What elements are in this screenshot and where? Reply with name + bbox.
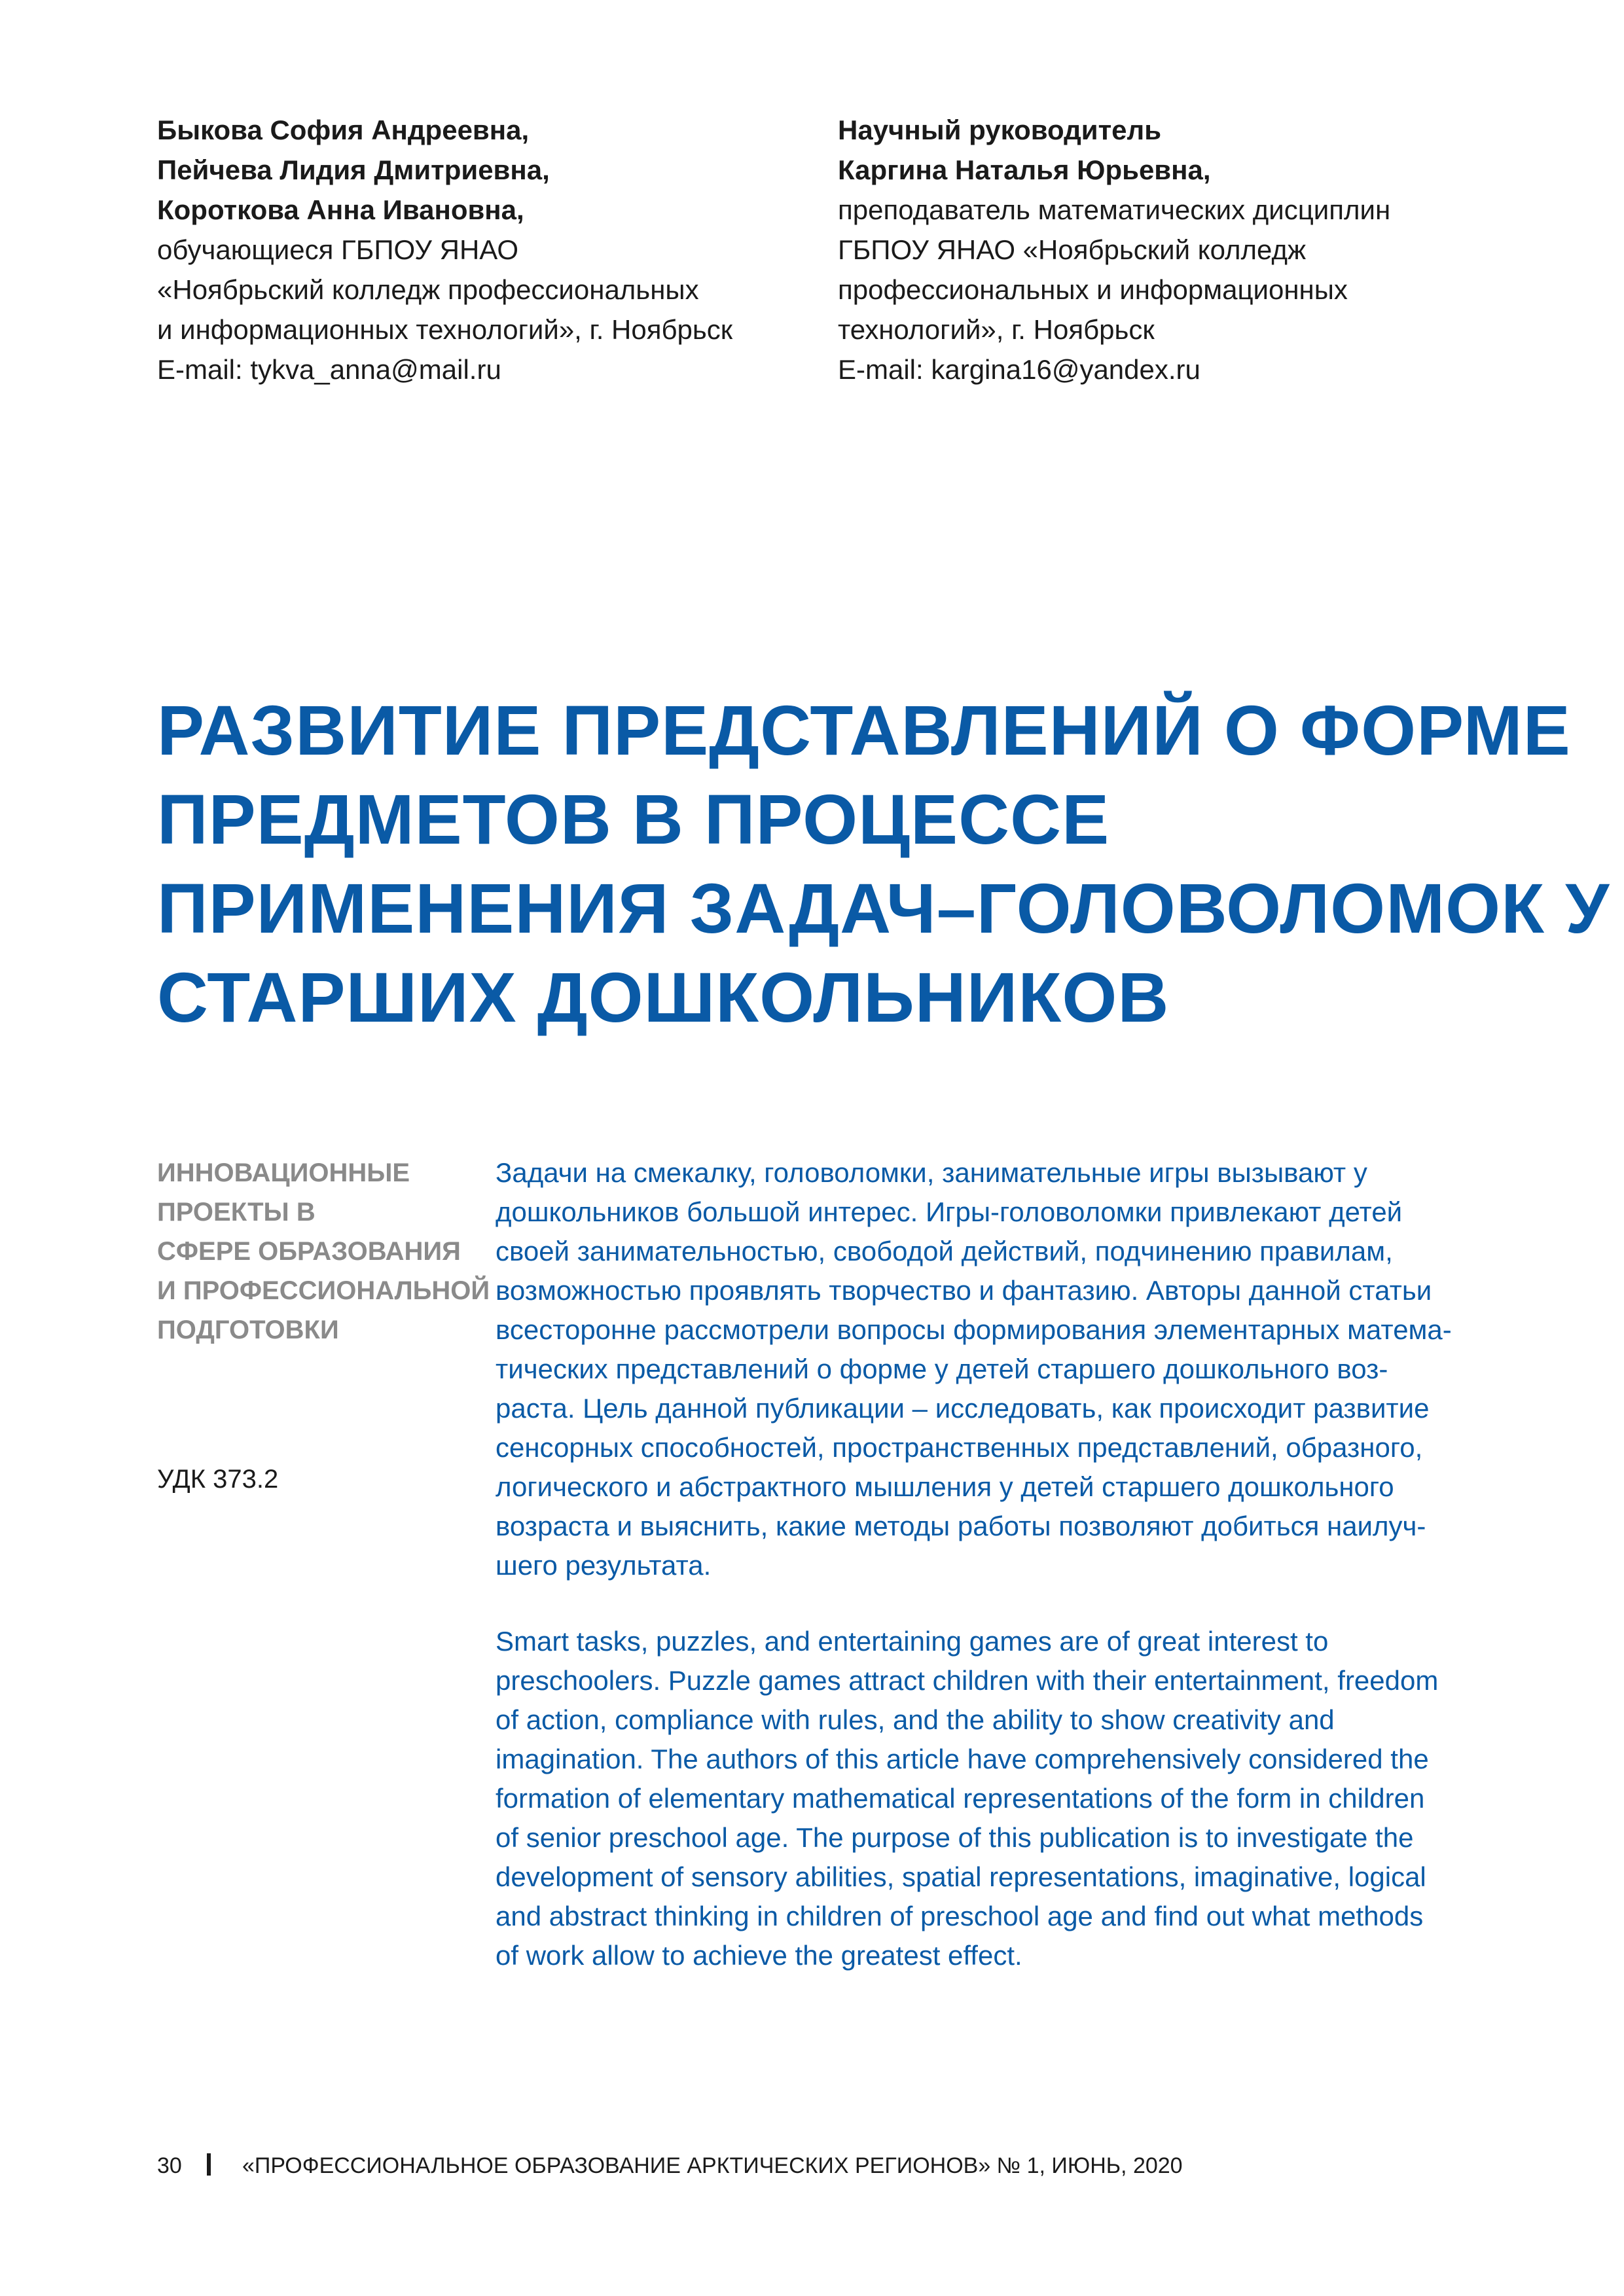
abstract-line: возможностью проявлять творчество и фантазию. Авторы данной статьи bbox=[496, 1275, 1432, 1306]
abstract-line: of senior preschool age. The purpose of this publication is to investigate the bbox=[496, 1822, 1414, 1853]
author-name: Короткова Анна Ивановна, bbox=[157, 194, 524, 225]
rubric-line: ПОДГОТОВКИ bbox=[157, 1316, 339, 1344]
abstract-line: всесторонне рассмотрели вопросы формирования элементарных матема- bbox=[496, 1314, 1452, 1345]
abstract-line: Smart tasks, puzzles, and entertaining games are of great interest to bbox=[496, 1626, 1329, 1657]
abstract-line: раста. Цель данной публикации – исследовать, как происходит развитие bbox=[496, 1393, 1430, 1424]
title-line: СТАРШИХ ДОШКОЛЬНИКОВ bbox=[157, 958, 1170, 1037]
supervisor-heading: Научный руководитель bbox=[838, 115, 1162, 145]
journal-name: «ПРОФЕССИОНАЛЬНОЕ ОБРАЗОВАНИЕ АРКТИЧЕСКИХ РЕГИОНОВ» № 1, ИЮНЬ, 2020 bbox=[242, 2153, 1183, 2178]
udk-code: УДК 373.2 bbox=[157, 1465, 279, 1494]
abstract-line: тических представлений о форме у детей старшего дошкольного воз- bbox=[496, 1354, 1388, 1384]
rubric-line: ПРОЕКТЫ В bbox=[157, 1198, 316, 1227]
abstract-line: шего результата. bbox=[496, 1550, 712, 1581]
abstract-line: Задачи на смекалку, головоломки, занимательные игры вызывают у bbox=[496, 1157, 1367, 1188]
abstract-line: своей занимательностью, свободой действий, подчинению правилам, bbox=[496, 1236, 1393, 1266]
abstract-line: дошкольников большой интерес. Игры-головоломки привлекают детей bbox=[496, 1196, 1403, 1227]
author-affiliation: и информационных технологий», г. Ноябрьск bbox=[157, 314, 733, 345]
page-footer bbox=[157, 2151, 1183, 2180]
author-name: Пейчева Лидия Дмитриевна, bbox=[157, 154, 550, 185]
abstract-line: of action, compliance with rules, and the ability to show creativity and bbox=[496, 1704, 1335, 1735]
abstract-line: preschoolers. Puzzle games attract children with their entertainment, freedom bbox=[496, 1665, 1439, 1696]
article-title bbox=[157, 686, 1610, 1042]
title-line: ПРИМЕНЕНИЯ ЗАДАЧ–ГОЛОВОЛОМОК У bbox=[157, 869, 1610, 948]
supervisor-affiliation: технологий», г. Ноябрьск bbox=[838, 314, 1155, 345]
author-name: Быкова София Андреевна, bbox=[157, 115, 530, 145]
supervisor-email: E-mail: kargina16@yandex.ru bbox=[838, 354, 1200, 385]
supervisor-block bbox=[838, 110, 1492, 389]
abstract-english bbox=[496, 1622, 1517, 1975]
abstract-line: imagination. The authors of this article have comprehensively considered the bbox=[496, 1744, 1429, 1774]
rubric-line: И ПРОФЕССИОНАЛЬНОЙ bbox=[157, 1276, 490, 1305]
supervisor-affiliation: профессиональных и информационных bbox=[838, 274, 1348, 305]
title-line: ПРЕДМЕТОВ В ПРОЦЕССЕ bbox=[157, 780, 1110, 859]
author-affiliation: обучающиеся ГБПОУ ЯНАО bbox=[157, 234, 519, 265]
abstract-line: логического и абстрактного мышления у детей старшего дошкольного bbox=[496, 1471, 1394, 1502]
abstract-russian bbox=[496, 1153, 1517, 1585]
abstract-line: возраста и выяснить, какие методы работы позволяют добиться наилуч- bbox=[496, 1511, 1426, 1541]
abstract-line: formation of elementary mathematical representations of the form in children bbox=[496, 1783, 1425, 1814]
author-email: E-mail: tykva_anna@mail.ru bbox=[157, 354, 501, 385]
rubric-line: ИННОВАЦИОННЫЕ bbox=[157, 1158, 410, 1187]
abstract-line: development of sensory abilities, spatial representations, imaginative, logical bbox=[496, 1861, 1426, 1892]
abstract-line: сенсорных способностей, пространственных представлений, образного, bbox=[496, 1432, 1423, 1463]
author-affiliation: «Ноябрьский колледж профессиональных bbox=[157, 274, 699, 305]
abstract-line: of work allow to achieve the greatest effect. bbox=[496, 1940, 1022, 1971]
supervisor-name: Каргина Наталья Юрьевна, bbox=[838, 154, 1211, 185]
section-rubric bbox=[157, 1153, 490, 1350]
abstract-line: and abstract thinking in children of preschool age and find out what methods bbox=[496, 1901, 1424, 1931]
title-line: РАЗВИТИЕ ПРЕДСТАВЛЕНИЙ О ФОРМЕ bbox=[157, 691, 1571, 770]
page-number: 30 bbox=[157, 2153, 182, 2178]
rubric-line: СФЕРЕ ОБРАЗОВАНИЯ bbox=[157, 1237, 461, 1266]
supervisor-affiliation: преподаватель математических дисциплин bbox=[838, 194, 1391, 225]
supervisor-affiliation: ГБПОУ ЯНАО «Ноябрьский колледж bbox=[838, 234, 1307, 265]
footer-divider bbox=[207, 2153, 211, 2176]
authors-block bbox=[157, 110, 812, 389]
